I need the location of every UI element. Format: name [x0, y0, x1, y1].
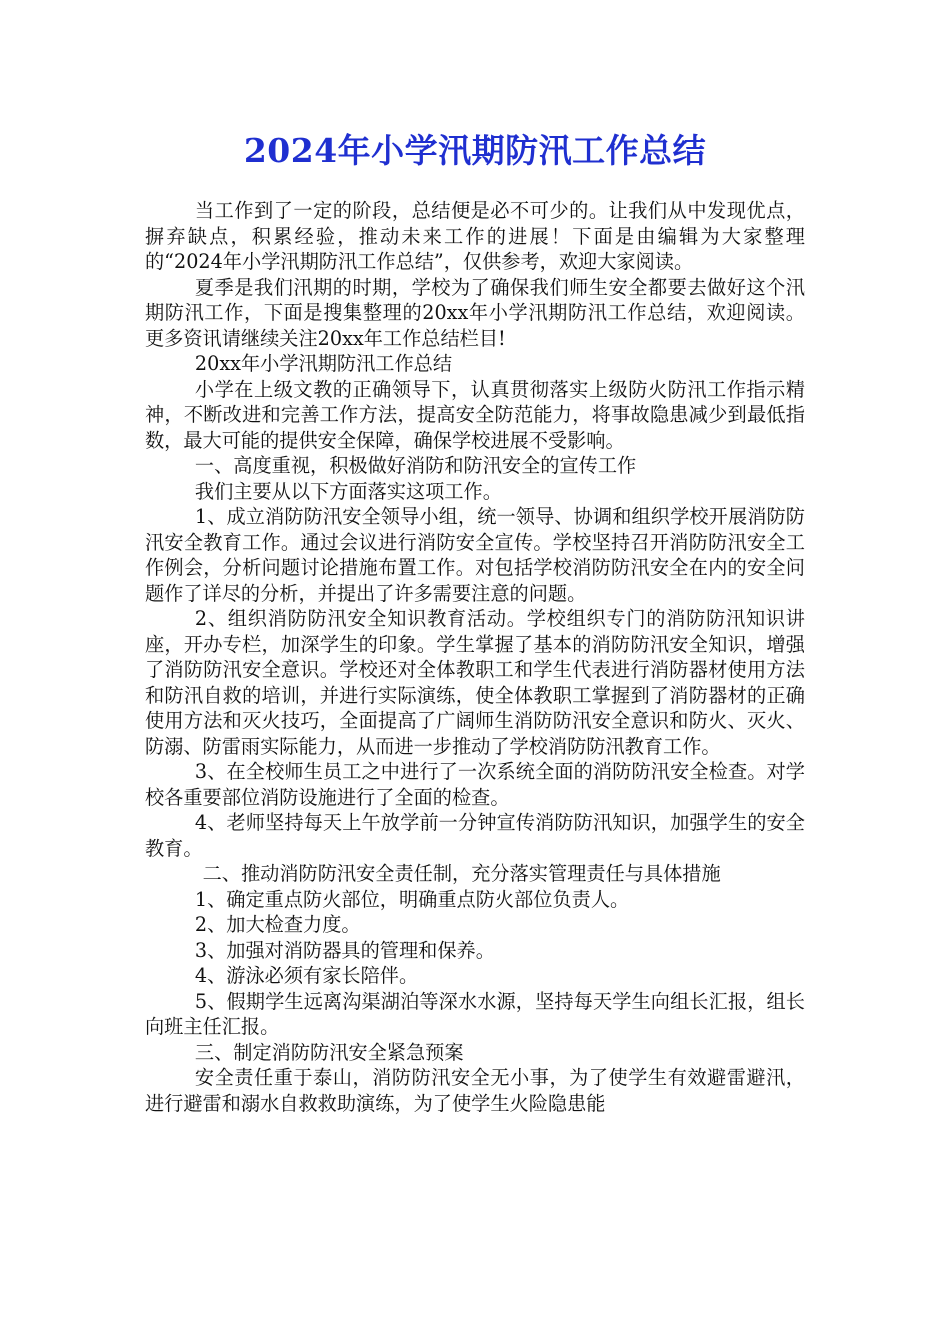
list-item: 1、确定重点防火部位，明确重点防火部位负责人。: [194, 887, 630, 911]
section-heading-3: 三、制定消防防汛安全紧急预案: [194, 1040, 464, 1064]
paragraph-subtitle: 20xx年小学汛期防汛工作总结: [194, 352, 453, 375]
document-body: [145, 198, 805, 1116]
section-heading-2: 二、推动消防防汛安全责任制，充分落实管理责任与具体措施: [202, 862, 721, 885]
list-item: 5、假期学生远离沟渠湖泊等深水水源，坚持每天学生向组长汇报，组长向班主任汇报。: [145, 989, 805, 1038]
document-title: 2024年小学汛期防汛工作总结: [243, 131, 707, 170]
list-item: 4、老师坚持每天上午放学前一分钟宣传消防防汛知识，加强学生的安全教育。: [145, 811, 805, 860]
paragraph: 我们主要从以下方面落实这项工作。: [194, 479, 502, 503]
list-item: 4、游泳必须有家长陪伴。: [194, 964, 419, 987]
list-item: 1、成立消防防汛安全领导小组，统一领导、协调和组织学校开展消防防汛安全教育工作。通过会议进行消防安全宣传。学校坚持召开消防防汛安全工作例会，分析问题讨论措施布置工作。对包括学校消防防汛安全在内的安全问题作了详尽的分析，并提出了许多需要注意的问题。: [145, 505, 805, 605]
list-item: 3、在全校师生员工之中进行了一次系统全面的消防防汛安全检查。对学校各重要部位消防设施进行了全面的检查。: [145, 760, 805, 809]
paragraph-overview: 小学在上级文教的正确领导下，认真贯彻落实上级防火防汛工作指示精神，不断改进和完善工作方法，提高安全防范能力，将事故隐患减少到最低指数，最大可能的提供安全保障，确保学校进展不受影响。: [145, 377, 805, 452]
paragraph: 安全责任重于泰山，消防防汛安全无小事，为了使学生有效避雷避汛，进行避雷和溺水自救救助演练，为了使学生火险隐患能: [145, 1066, 805, 1115]
section-heading-1: 一、高度重视，积极做好消防和防汛安全的宣传工作: [194, 454, 637, 477]
list-item: 2、加大检查力度。: [194, 913, 361, 936]
paragraph-intro: 当工作到了一定的阶段，总结便是必不可少的。让我们从中发现优点，摒弃缺点，积累经验，推动未来工作的进展！下面是由编辑为大家整理的“2024年小学汛期防汛工作总结”，仅供参考，欢迎大家阅读。: [145, 199, 805, 273]
paragraph-summer: 夏季是我们汛期的时期，学校为了确保我们师生安全都要去做好这个汛期防汛工作，下面是搜集整理的20xx年小学汛期防汛工作总结，欢迎阅读。更多资讯请继续关注20xx年工作总结栏目!: [145, 275, 805, 350]
list-item: 2、组织消防防汛安全知识教育活动。学校组织专门的消防防汛知识讲座，开办专栏，加深学生的印象。学生掌握了基本的消防防汛安全知识，增强了消防防汛安全意识。学校还对全体教职工和学生代表进行消防器材使用方法和防汛自救的培训，并进行实际演练，使全体教职工掌握到了消防器材的正确使用方法和灭火技巧，全面提高了广阔师生消防防汛安全意识和防火、灭火、防溺、防雷雨实际能力，从而进一步推动了学校消防防汛教育工作。: [145, 607, 805, 758]
list-item: 3、加强对消防器具的管理和保养。: [194, 938, 495, 962]
